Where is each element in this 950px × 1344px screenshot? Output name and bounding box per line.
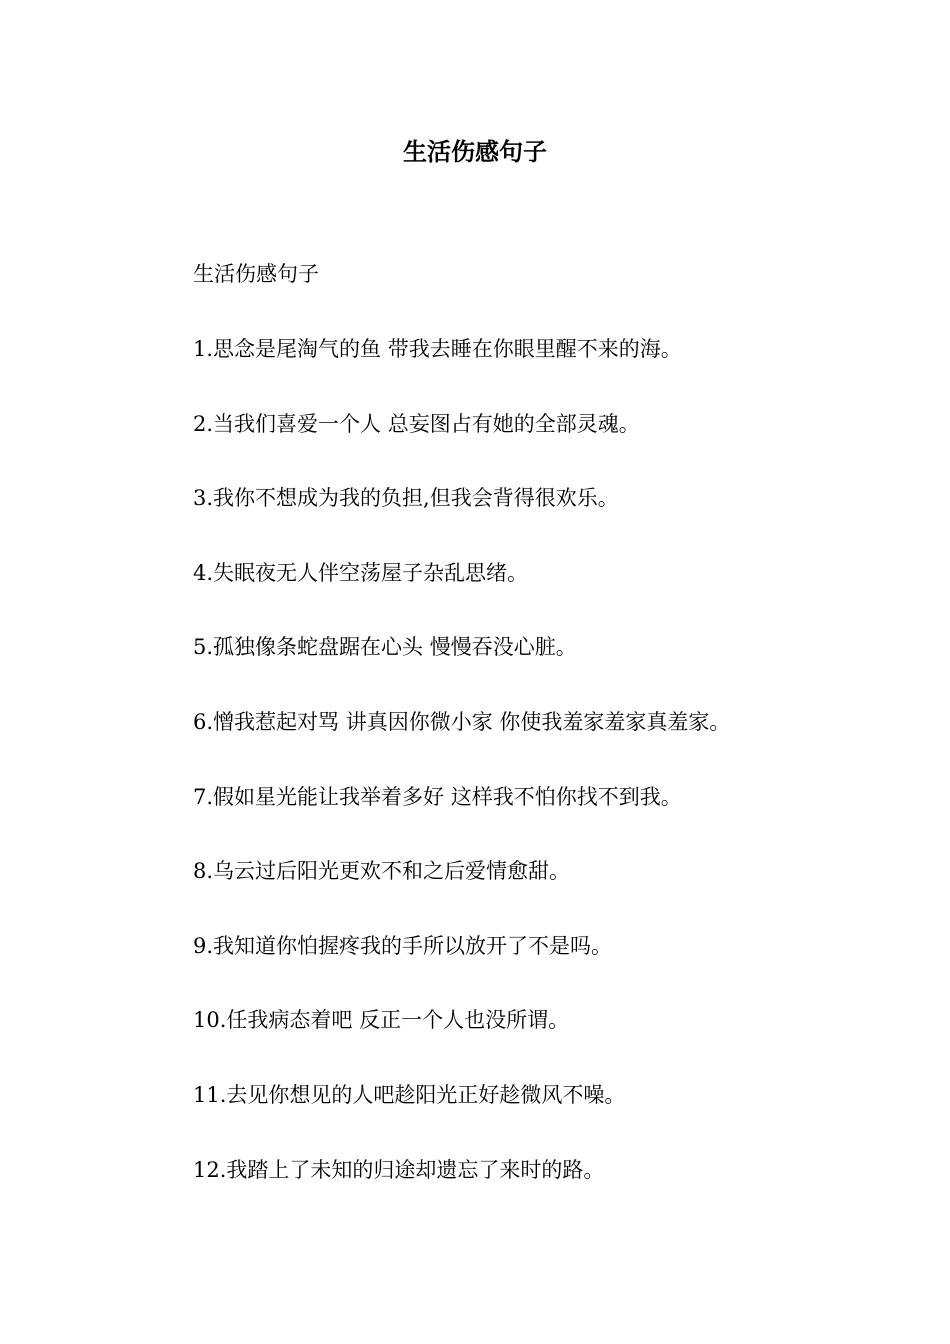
- list-item: 11.去见你想见的人吧趁阳光正好趁微风不噪。: [193, 1082, 626, 1107]
- list-item: 8.乌云过后阳光更欢不和之后爱情愈甜。: [193, 859, 571, 884]
- list-item: 5.孤独像条蛇盘踞在心头 慢慢吞没心脏。: [193, 635, 577, 660]
- section-heading: 生活伤感句子: [193, 262, 319, 286]
- list-item: 3.我你不想成为我的负担,但我会背得很欢乐。: [193, 486, 619, 511]
- sentence-list: [193, 333, 730, 1228]
- list-item: 1.思念是尾淘气的鱼 带我去睡在你眼里醒不来的海。: [193, 337, 682, 361]
- list-item: 4.失眠夜无人伴空荡屋子杂乱思绪。: [193, 560, 529, 585]
- list-item: 10.任我病态着吧 反正一个人也没所谓。: [193, 1008, 570, 1033]
- list-item: 7.假如星光能让我举着多好 这样我不怕你找不到我。: [193, 784, 682, 809]
- list-item: 12.我踏上了未知的归途却遗忘了来时的路。: [193, 1157, 605, 1182]
- page-title: 生活伤感句子: [403, 137, 547, 166]
- list-item: 2.当我们喜爱一个人 总妄图占有她的全部灵魂。: [193, 411, 640, 436]
- list-item: 6.憎我惹起对骂 讲真因你微小家 你使我羞家羞家真羞家。: [193, 709, 731, 734]
- list-item: 9.我知道你怕握疼我的手所以放开了不是吗。: [193, 933, 613, 958]
